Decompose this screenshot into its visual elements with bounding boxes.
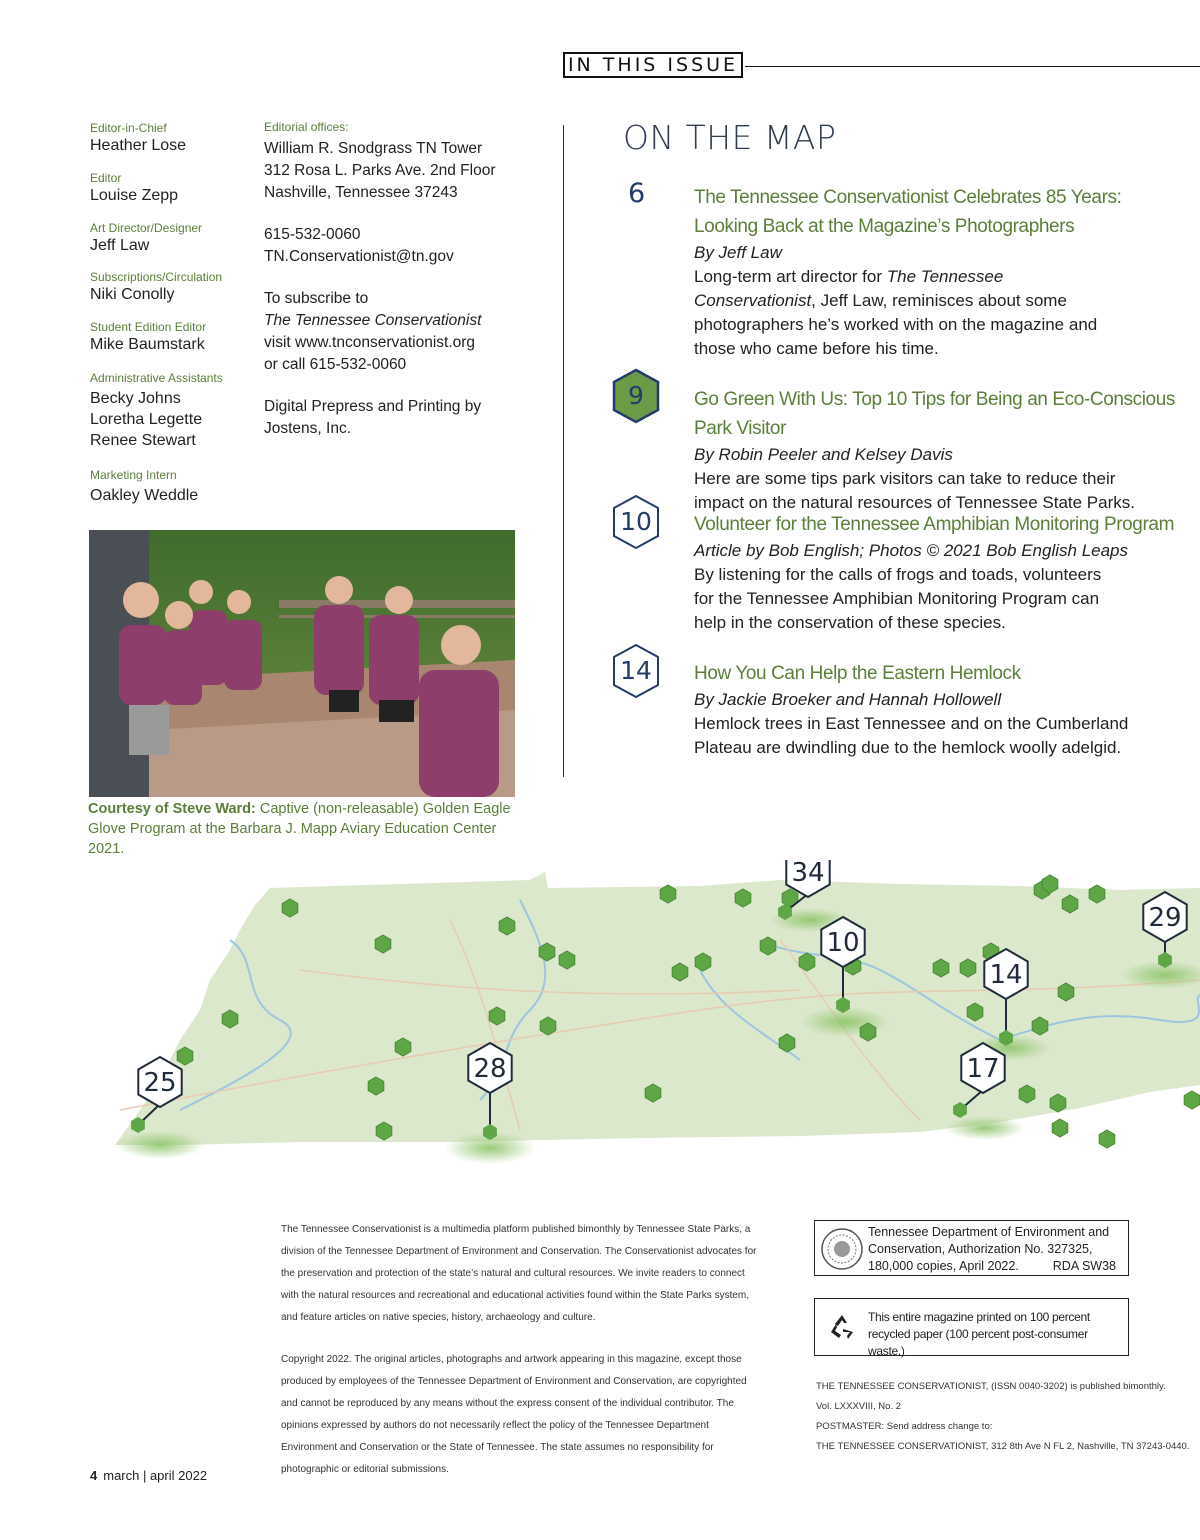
title-line: Looking Back at the Magazine’s Photographers	[694, 216, 1075, 237]
tennessee-map	[0, 860, 1200, 1180]
state-park-marker-icon	[1019, 1085, 1035, 1103]
section-label: IN THIS ISSUE	[567, 54, 739, 76]
state-park-marker-icon	[860, 1023, 876, 1041]
magazine-title: The Tennessee Conservationist	[264, 312, 482, 329]
staff-name: Niki Conolly	[90, 286, 175, 303]
issn-line: Vol. LXXXVIII, No. 2	[816, 1401, 902, 1412]
caption-text: Captive (non-releasable) Golden Eagle Glove Program at the Barbara J. Mapp Aviary Education Center 2021.	[88, 801, 511, 857]
state-park-marker-icon	[1062, 895, 1078, 913]
marker-label: 29	[1148, 903, 1182, 933]
subscribe-info	[264, 288, 554, 376]
phone-number: 615-532-0060	[264, 226, 361, 243]
state-park-marker-icon	[1184, 1091, 1200, 1109]
state-park-marker-icon	[967, 1003, 983, 1021]
editorial-offices	[264, 120, 554, 460]
office-address	[264, 138, 554, 204]
desc-line: Here are some tips park visitors can take to reduce their	[694, 469, 1116, 488]
article-byline: By Jeff Law	[694, 243, 782, 262]
printing-line: Jostens, Inc.	[264, 420, 352, 437]
staff-role: Editor	[90, 171, 122, 185]
desc-line: photographers he’s worked with on the magazine and	[694, 315, 1098, 334]
article-go-green[interactable]	[694, 385, 1184, 515]
printing-line: Digital Prepress and Printing by	[264, 398, 482, 415]
subscribe-phone: or call 615-532-0060	[264, 356, 407, 373]
copyright-text: Copyright 2022. The original articles, photographs and artwork appearing in this magazine, except those produced by employees of the Tennessee Department of Environment and Conservation, are copyrighted and cannot be reproduced by any means without the express consent of the individual contributor. The opinions expressed by authors do not necessarily reflect the policy of the Tennessee Department Environment and Conservation or the State of Tennessee. The state assumes no responsibility for photographic or editorial submissions.	[281, 1354, 747, 1475]
page-number-6	[623, 172, 653, 216]
article-title	[694, 183, 1174, 241]
page-folio	[90, 1468, 207, 1483]
staff-name: Oakley Weddle	[90, 487, 199, 504]
state-park-marker-icon	[1052, 1119, 1068, 1137]
folio-page-number: 4	[90, 1468, 98, 1483]
recycled-paper-box	[814, 1298, 1129, 1356]
article-hemlock[interactable]	[694, 659, 1174, 760]
issn-line: THE TENNESSEE CONSERVATIONIST, 312 8th Ave N FL 2, Nashville, TN 37243-0440.	[816, 1441, 1190, 1452]
page-number: 6	[628, 178, 646, 209]
staff-name: Renee Stewart	[90, 432, 196, 449]
page-number: 10	[620, 507, 652, 536]
state-park-marker-icon	[282, 899, 298, 917]
email-address[interactable]: TN.Conservationist@tn.gov	[264, 248, 454, 265]
article-description: Long-term art director for The Tennessee Conservationist, Jeff Law, reminisces about some photographers he’s worked with on the magazine and those who came before his time.	[694, 265, 1174, 361]
staff-name: Mike Baumstark	[90, 336, 205, 353]
staff-subscriptions	[90, 270, 260, 305]
article-photographers[interactable]	[694, 183, 1174, 361]
state-park-marker-icon	[1099, 1130, 1115, 1148]
article-title: Go Green With Us: Top 10 Tips for Being an Eco-Conscious Park Visitor	[694, 389, 1175, 439]
state-park-marker-icon	[660, 885, 676, 903]
article-description	[694, 563, 1174, 635]
issn-line: POSTMASTER: Send address change to:	[816, 1421, 993, 1432]
state-park-marker-icon	[499, 917, 515, 935]
marker-label: 17	[966, 1054, 1000, 1084]
state-seal-icon	[820, 1227, 864, 1271]
staff-art-director	[90, 221, 260, 256]
staff-name: Jeff Law	[90, 237, 150, 254]
state-park-marker-icon	[779, 1034, 795, 1052]
photo-caption	[88, 799, 518, 859]
desc-line: By listening for the calls of frogs and toads, volunteers	[694, 565, 1102, 584]
article-byline: By Robin Peeler and Kelsey Davis	[694, 445, 953, 464]
article-byline: Article by Bob English; Photos © 2021 Bob English Leaps	[694, 541, 1129, 560]
marker-label: 28	[473, 1054, 507, 1084]
article-amphibian[interactable]	[694, 510, 1174, 635]
marker-label: 25	[143, 1068, 177, 1098]
section-label-box	[563, 52, 743, 78]
desc-line: those who came before his time.	[694, 339, 939, 358]
desc-line: help in the conservation of these species.	[694, 613, 1006, 632]
subscribe-line: To subscribe to	[264, 290, 369, 307]
staff-editor-in-chief	[90, 121, 260, 156]
state-park-marker-icon	[735, 889, 751, 907]
state-park-marker-icon	[395, 1038, 411, 1056]
article-title: How You Can Help the Eastern Hemlock	[694, 663, 1021, 684]
staff-admin-assistants	[90, 371, 260, 451]
tdec-authorization-box	[814, 1220, 1129, 1276]
office-contact	[264, 224, 554, 268]
staff-role: Art Director/Designer	[90, 221, 203, 235]
article-description	[694, 467, 1184, 515]
state-park-marker-icon	[799, 953, 815, 971]
state-park-marker-icon	[559, 951, 575, 969]
address-line: William R. Snodgrass TN Tower	[264, 140, 483, 157]
state-park-marker-icon	[368, 1077, 384, 1095]
staff-name: Becky Johns	[90, 390, 181, 407]
state-park-marker-icon	[1058, 983, 1074, 1001]
state-park-marker-icon	[540, 1017, 556, 1035]
article-byline: By Jackie Broeker and Hannah Hollowell	[694, 690, 1002, 709]
staff-student-editor	[90, 320, 260, 355]
header-rule	[745, 66, 1200, 67]
address-line: 312 Rosa L. Parks Ave. 2nd Floor	[264, 162, 496, 179]
about-text: The Tennessee Conservationist is a multimedia platform published bimonthly by Tennessee State Parks, a division of the Tennessee Department of Environment and Conservation. The Conservationist advocates for the preservation and protection of the state’s natural and cultural resources. We invite readers to connect with the natural resources and recreational and educational activities found within the State Parks system, and feature articles on native species, history, archaeology and culture.	[281, 1224, 757, 1323]
staff-role: Subscriptions/Circulation	[90, 270, 223, 284]
page-number: 14	[620, 656, 652, 685]
page-number: 9	[628, 381, 644, 410]
marker-label: 14	[989, 960, 1023, 990]
section-title: ON THE MAP	[623, 118, 837, 157]
title-line: The Tennessee Conservationist Celebrates 85 Years:	[694, 187, 1122, 208]
desc-line: Plateau are dwindling due to the hemlock woolly adelgid.	[694, 738, 1122, 757]
state-park-marker-icon	[489, 1007, 505, 1025]
page-number-10-hex	[611, 494, 661, 550]
page-number-9-hex	[611, 368, 661, 424]
authorization-text: Tennessee Department of Environment and Conservation, Authorization No. 327325, 180,000 copies, April 2022.	[868, 1225, 1110, 1273]
staff-role: Editor-in-Chief	[90, 121, 167, 135]
page-number-14-hex	[611, 643, 661, 699]
marker-label: 34	[791, 860, 825, 888]
column-divider	[563, 125, 564, 777]
state-park-marker-icon	[933, 959, 949, 977]
state-park-marker-icon	[1042, 875, 1058, 893]
recycle-icon	[827, 1312, 857, 1342]
staff-name: Heather Lose	[90, 137, 187, 154]
issn-line: THE TENNESSEE CONSERVATIONIST, (ISSN 0040-3202) is published bimonthly.	[816, 1381, 1166, 1392]
rda-code: RDA SW38	[1052, 1259, 1116, 1273]
state-park-marker-icon	[376, 1122, 392, 1140]
subscribe-website[interactable]: visit www.tnconservationist.org	[264, 334, 476, 351]
address-line: Nashville, Tennessee 37243	[264, 184, 458, 201]
staff-name: Loretha Legette	[90, 411, 203, 428]
marker-label: 10	[826, 928, 860, 958]
offices-label: Editorial offices:	[264, 120, 349, 134]
article-title: Volunteer for the Tennessee Amphibian Monitoring Program	[694, 514, 1174, 535]
state-park-marker-icon	[1050, 1094, 1066, 1112]
state-park-marker-icon	[695, 953, 711, 971]
desc-line: Hemlock trees in East Tennessee and on the Cumberland	[694, 714, 1129, 733]
staff-marketing-intern	[90, 468, 260, 506]
issn-info	[816, 1377, 1196, 1457]
state-park-marker-icon	[960, 959, 976, 977]
state-park-marker-icon	[177, 1047, 193, 1065]
state-park-marker-icon	[222, 1010, 238, 1028]
recycled-paper-text: This entire magazine printed on 100 percent recycled paper (100 percent post-consumer waste.)	[868, 1310, 1090, 1358]
state-park-marker-icon	[1089, 885, 1105, 903]
staff-name: Louise Zepp	[90, 187, 179, 204]
staff-role: Marketing Intern	[90, 468, 177, 482]
desc-line: for the Tennessee Amphibian Monitoring Program can	[694, 589, 1100, 608]
staff-role: Administrative Assistants	[90, 371, 223, 385]
staff-role: Student Edition Editor	[90, 320, 207, 334]
article-description	[694, 712, 1174, 760]
printing-info	[264, 396, 554, 440]
tdec-text	[868, 1224, 1126, 1275]
state-park-marker-icon	[760, 937, 776, 955]
staff-editor	[90, 171, 260, 206]
photo-credit: Courtesy of Steve Ward:	[88, 801, 256, 817]
desc-line: impact on the natural resources of Tennessee State Parks.	[694, 493, 1135, 512]
state-park-marker-icon	[645, 1084, 661, 1102]
state-park-marker-icon	[672, 963, 688, 981]
group-photo	[89, 530, 515, 797]
state-park-marker-icon	[1032, 1017, 1048, 1035]
folio-issue: march | april 2022	[103, 1468, 208, 1483]
state-park-marker-icon	[539, 943, 555, 961]
state-park-marker-icon	[375, 935, 391, 953]
